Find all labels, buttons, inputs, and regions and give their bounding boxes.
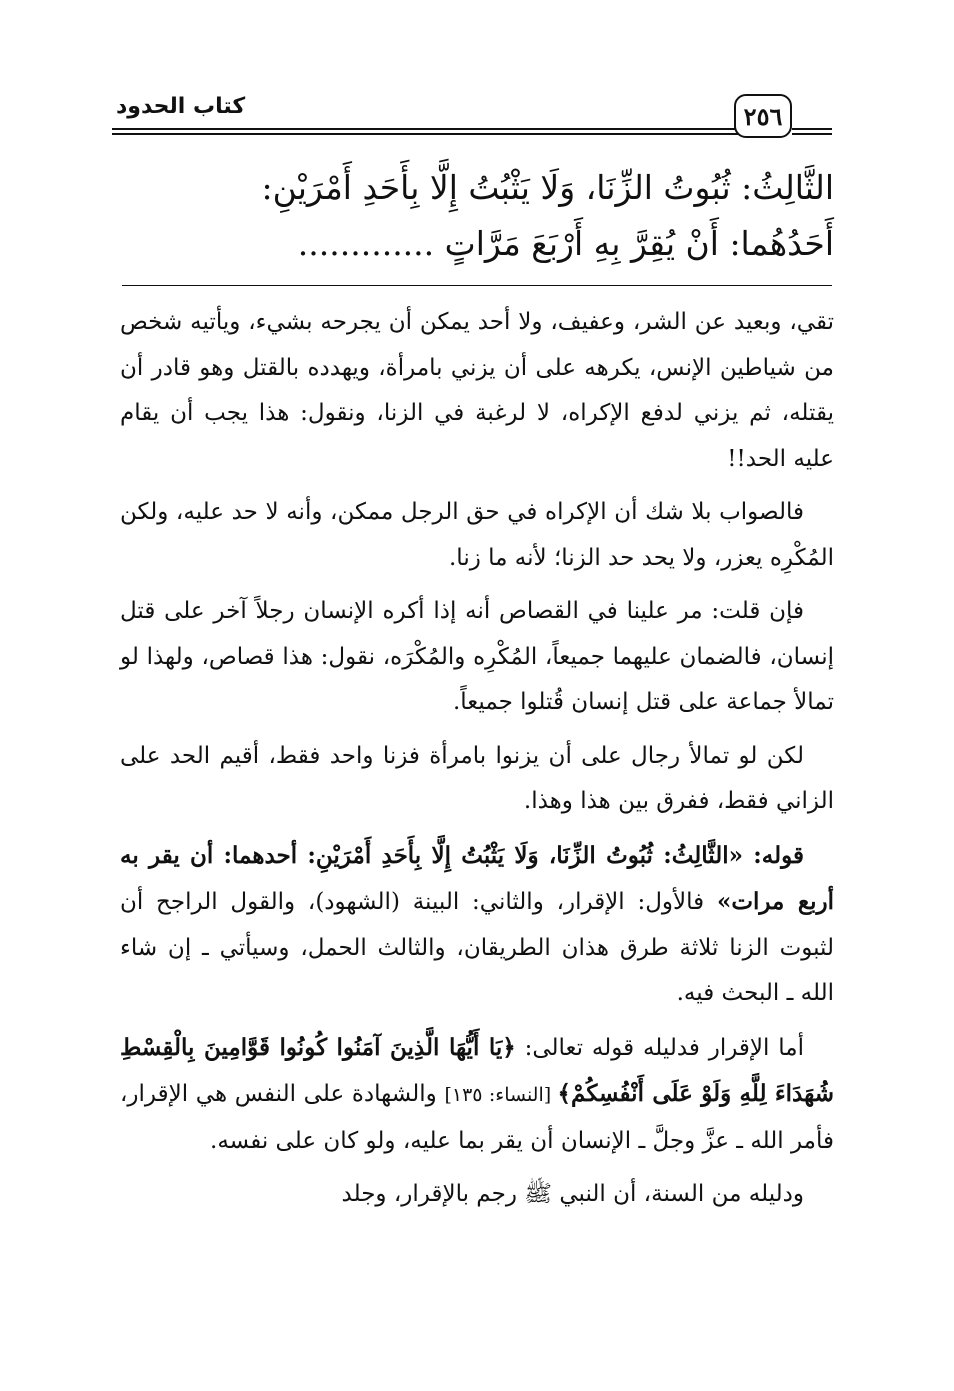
matn-line-2-text: أَحَدُهُما: أَنْ يُقِرَّ بِهِ أَرْبَعَ مَرَّاتٍ: [444, 224, 834, 263]
separator-rule: [122, 285, 832, 286]
matn-text: [118, 160, 834, 272]
header-rule: [792, 128, 832, 130]
verse-reference: [النساء: ١٣٥]: [444, 1084, 558, 1106]
paragraph-text: أما الإقرار فدليله قوله تعالى:: [515, 1034, 804, 1061]
paragraph: فالصواب بلا شك أن الإكراه في حق الرجل ممكن، وأنه لا حد عليه، ولكن المُكْرِه يعزر، ولا يحد حد الزنا؛ لأنه ما زنا.: [120, 499, 834, 571]
paragraph-text: والشهادة على النفس هي الإقرار، فأمر الله ـ عزَّ وجلَّ ـ الإنسان أن يقر بما عليه، ولو كان على نفسه.: [120, 1081, 834, 1154]
matn-line-2: [118, 216, 834, 272]
header-rule: [112, 128, 738, 130]
matn-dots: .............: [297, 224, 435, 263]
paragraph: [120, 1025, 834, 1165]
header-rule: [792, 133, 832, 135]
commentary: [120, 300, 834, 1226]
paragraph: ودليله من السنة، أن النبي ﷺ رجم بالإقرار، وجلد: [341, 1181, 804, 1207]
paragraph: لكن لو تمالأ رجال على أن يزنوا بامرأة فزنا واحد فقط، أقيم الحد على الزاني فقط، ففرق بين هذا وهذا.: [120, 742, 834, 814]
page-header: [112, 88, 832, 146]
quoted-matn: قوله: «الثَّالِثُ: ثُبُوتُ الزِّنَا، وَلَا يَثْبُتُ إِلَّا بِأَحَدِ أَمْرَيْنِ: أحدهما: أن يقر به أربع مرات»: [120, 841, 834, 915]
quran-verse: ﴿يَا أَيُّهَا الَّذِينَ آمَنُوا كُونُوا قَوَّامِينَ بِالْقِسْطِ شُهَدَاءَ لِلَّهِ وَلَوْ عَلَى أَنْفُسِكُمْ﴾: [120, 1033, 834, 1107]
paragraph: تقي، وبعيد عن الشر، وعفيف، ولا أحد يمكن أن يجرحه بشيء، ويأتيه شخص من شياطين الإنس، يكرهه على أن يزني بامرأة، ويهدده بالقتل وهو قادر أن يقتله، ثم يزني لدفع الإكراه، لا لرغبة في الزنا، ونقول: هذا يجب أن يقام عليه الحد!!: [120, 309, 834, 472]
matn-line-1: الثَّالِثُ: ثُبُوتُ الزِّنَا، وَلَا يَثْبُتُ إِلَّا بِأَحَدِ أَمْرَيْنِ:: [261, 168, 834, 207]
running-title: كتاب الحدود: [116, 94, 246, 119]
paragraph: [120, 833, 834, 1017]
paragraph: فإن قلت: مر علينا في القصاص أنه إذا أكره الإنسان رجلاً آخر على قتل إنسان، فالضمان عليهما جميعاً، المُكْرِه والمُكْرَه، نقول: هذا قصاص، ولهذا لو تمالأ جماعة على قتل إنسان قُتلوا جميعاً.: [120, 598, 834, 715]
paragraph-text: فالأول: الإقرار، والثاني: البينة (الشهود)، والقول الراجح أن لثبوت الزنا ثلاثة طرق هذان الطريقان، والثالث الحمل، وسيأتي ـ إن شاء الله ـ البحث فيه.: [120, 889, 834, 1006]
page-number: ٢٥٦: [734, 94, 792, 138]
header-rule: [112, 133, 738, 135]
